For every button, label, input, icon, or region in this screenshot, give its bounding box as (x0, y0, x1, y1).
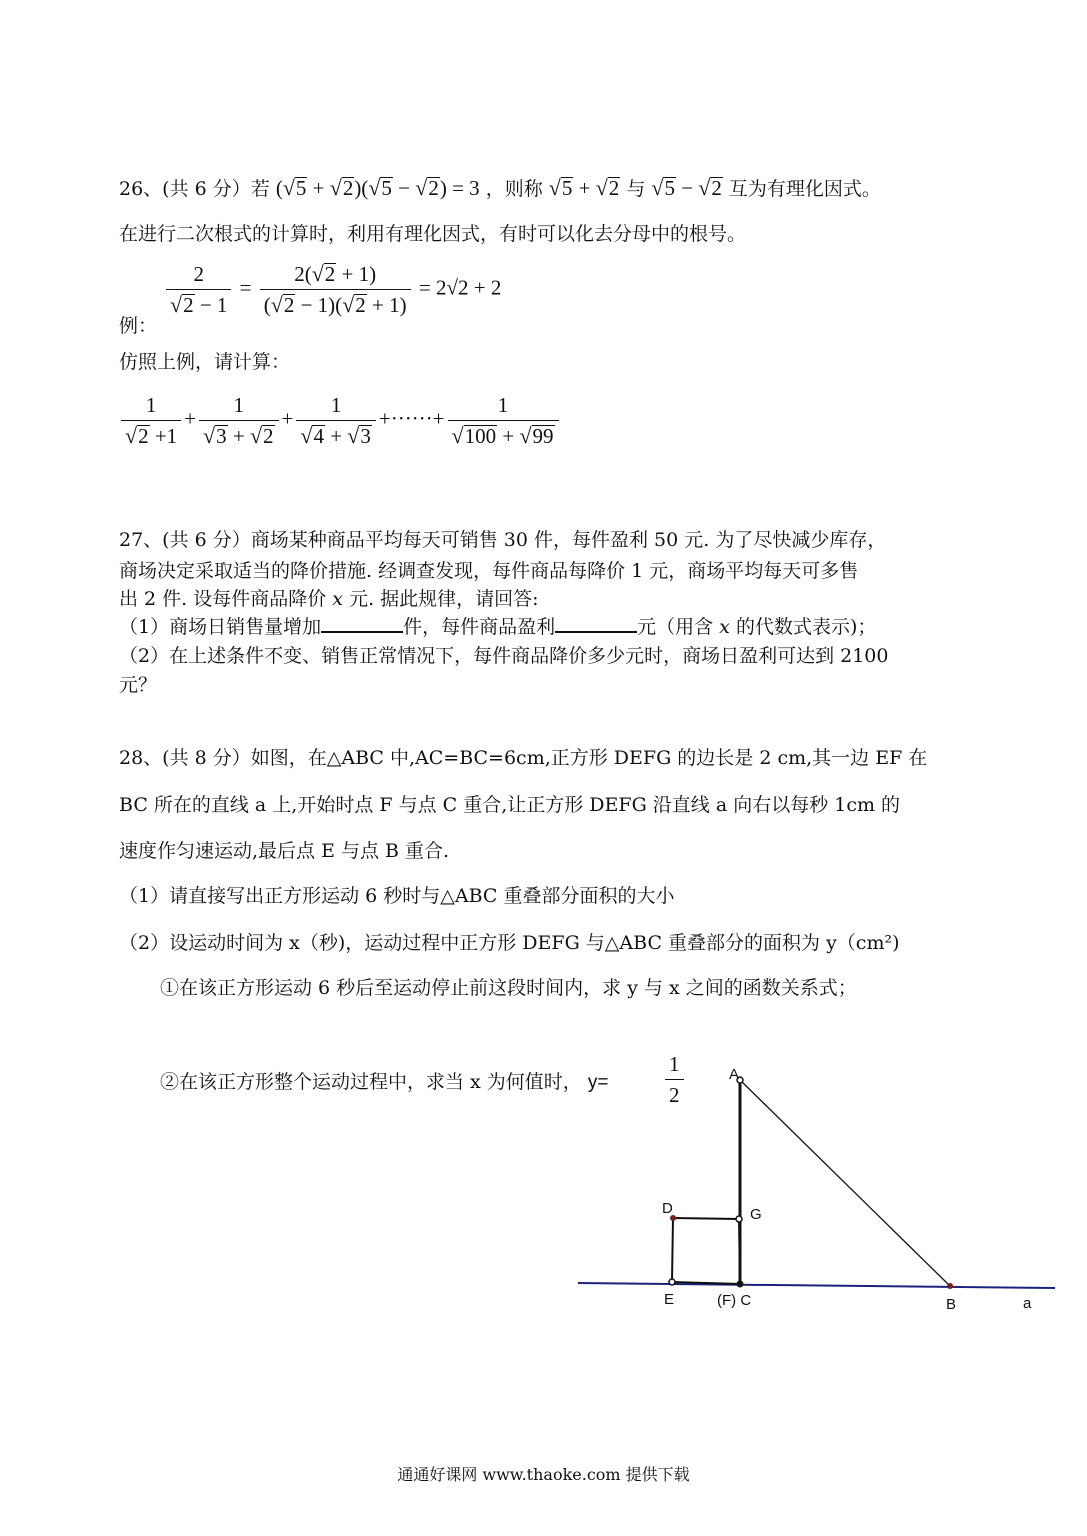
q26-intro-pre: 26、(共 6 分）若 (119, 178, 270, 200)
q27-part1-b: 件，每件商品盈利 (403, 616, 556, 638)
q26-example-label: 例： (119, 315, 158, 337)
q28-line1: 28、(共 8 分）如图，在△ABC 中,AC=BC=6cm,正方形 DEFG 的边长是 2 cm,其一边 EF 在 (119, 747, 928, 769)
q26-example-formula: $\frac{2}{√2 - 1}$ = $\frac{2(√2 + 1)}{(√2 - 1)(√2 + 1)}$ = 2√2 + 2 (163, 262, 501, 317)
footer: 通通好课网 www.thaoke.com 提供下载 (397, 1465, 690, 1484)
q28-sub1: ①在该正方形运动 6 秒后至运动停止前这段时间内，求 y 与 x 之间的函数关系式； (160, 977, 857, 999)
q27-part2-line2: 元？ (119, 674, 158, 696)
q27-part1-d: 的代数式表示)； (735, 616, 877, 638)
q28-line3: 速度作匀速运动,最后点 E 与点 B 重合. (119, 840, 450, 862)
q27-part1-a: （1）商场日销售量增加 (119, 616, 322, 638)
label-d: D (662, 1200, 673, 1217)
q26-factor-b: √5 − √2 (651, 175, 722, 200)
q28-part1: （1）请直接写出正方形运动 6 秒时与△ABC 重叠部分面积的大小 (119, 885, 675, 907)
q27-part2-line1: （2）在上述条件不变、销售正常情况下，每件商品降价多少元时，商场日盈利可达到 2100 (119, 645, 889, 667)
q27-var-x: x (332, 588, 344, 610)
q28-line2: BC 所在的直线 a 上,开始时点 F 与点 C 重合,让正方形 DEFG 沿直线 a 向右以每秒 1cm 的 (119, 794, 901, 816)
q27-part1-c: 元（用含 (637, 616, 714, 638)
q26-identity-formula: (√5 + √2)(√5 − √2) = 3 (275, 175, 480, 200)
q28-half-num: 1 (665, 1052, 684, 1080)
q28-sub2-text: ②在该正方形整个运动过程中，求当 x 为何值时， (160, 1071, 582, 1093)
q26-intro-post: 互为有理化因式。 (728, 178, 881, 200)
q28-half-den: 2 (669, 1083, 680, 1107)
q27-line2: 商场决定采取适当的降价措施. 经调查发现，每件商品每降价 1 元，商场平均每天可多售 (119, 560, 859, 582)
label-fc: (F) C (717, 1292, 752, 1309)
segment-ab (740, 1080, 950, 1286)
q26-instruction: 仿照上例，请计算： (119, 351, 291, 373)
line-a (578, 1283, 1055, 1288)
label-b: B (946, 1296, 957, 1313)
q27-var-x-2: x (719, 616, 730, 638)
label-a: A (729, 1066, 740, 1083)
point-b (947, 1283, 953, 1289)
label-e: E (664, 1291, 675, 1308)
label-g: G (750, 1206, 762, 1223)
q26-example-result: = 2√2 + 2 (418, 275, 502, 300)
q26-sum-formula: $\frac{1}{√2 +1}$ + $\frac{1}{√3 + √2}$ + $\frac{1}{√4 + √3}$ +······+ $\frac{1}{√100 + √99}$ (118, 393, 562, 448)
q27-line3-post: 元. 据此规律，请回答: (349, 588, 539, 610)
point-g (736, 1216, 742, 1222)
q26-line2: 在进行二次根式的计算时，利用有理化因式，有时可以化去分母中的根号。 (119, 223, 747, 245)
q26-identity-rhs: = 3 (452, 176, 480, 200)
label-line-a: a (1023, 1295, 1032, 1312)
q26-intro-and: 与 (626, 178, 646, 200)
q27-line1: 27、(共 6 分）商场某种商品平均每天可销售 30 件，每件盈利 50 元. 为了尽快减少库存， (119, 529, 887, 551)
q26-factor-a: √5 + √2 (548, 175, 620, 200)
q27-line3-pre: 出 2 件. 设每件商品降价 (119, 588, 327, 610)
q28-sub2-y: y= (587, 1072, 609, 1093)
q26-intro-mid: ，则称 (485, 178, 543, 200)
point-c (737, 1281, 744, 1288)
point-e (669, 1279, 675, 1285)
square-defg (672, 1218, 740, 1284)
q28-part2: （2）设运动时间为 x（秒)，运动过程中正方形 DEFG 与△ABC 重叠部分的面积为 y（cm²) (119, 932, 900, 954)
